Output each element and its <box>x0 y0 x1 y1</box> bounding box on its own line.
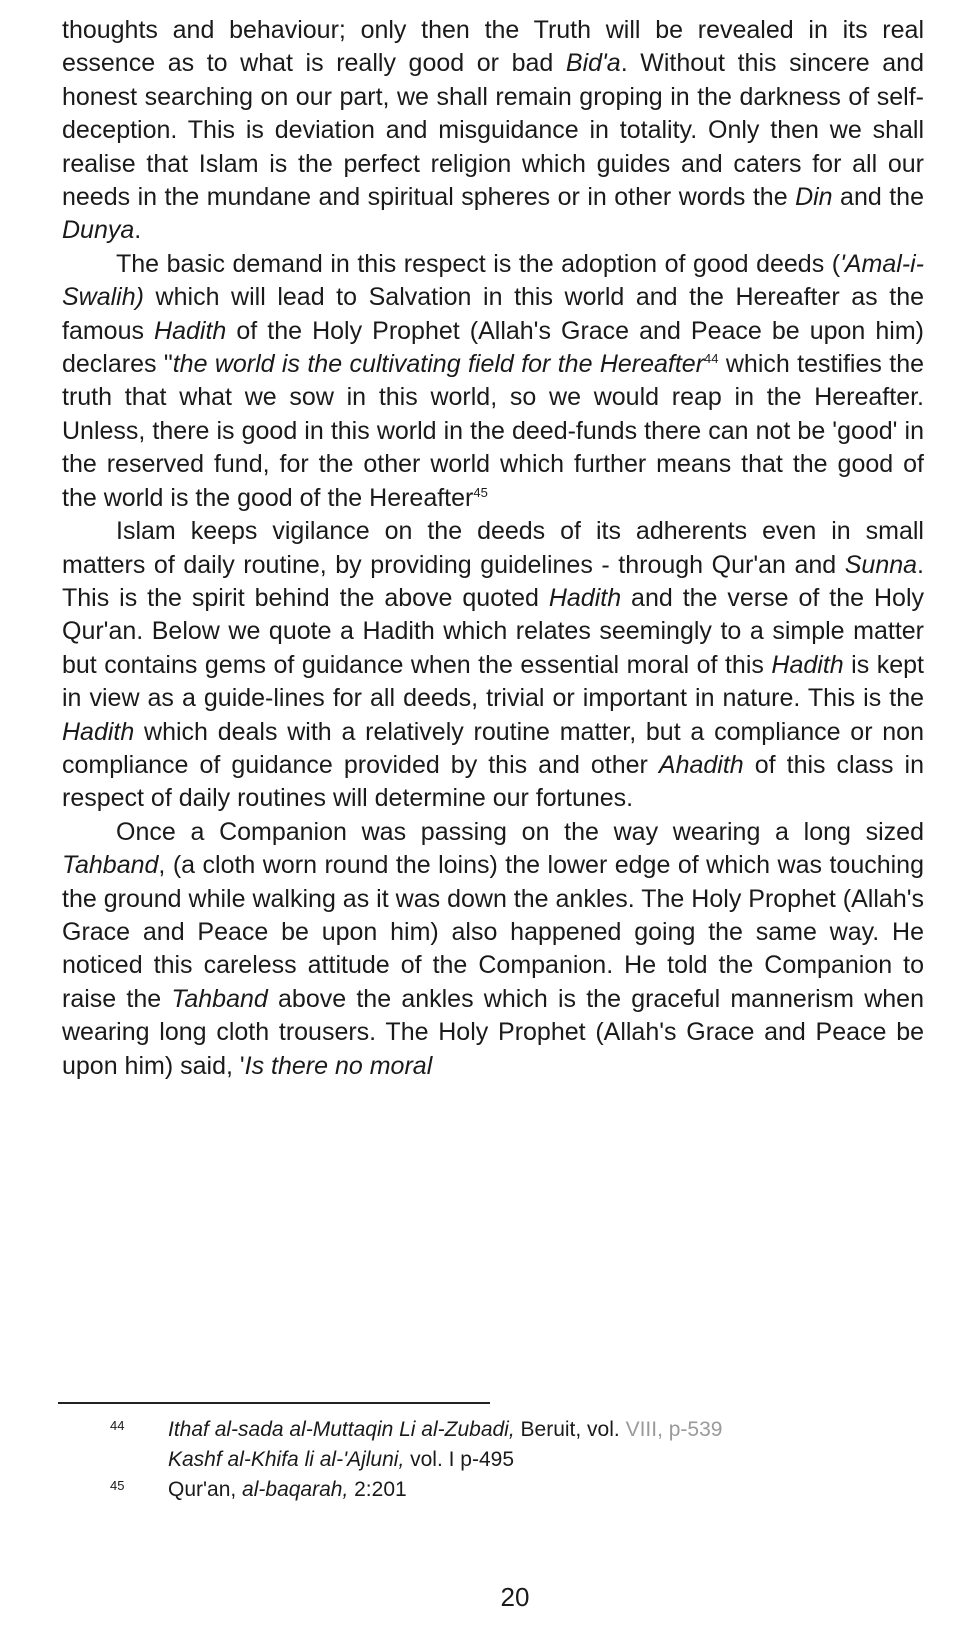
footnote-number: 45 <box>110 1478 125 1493</box>
citation-detail: vol. I p-495 <box>404 1448 515 1471</box>
italic-quote: Is there no moral <box>244 1051 433 1080</box>
text-run: is kept in view as a guide-lines for all deeds, trivial or important in nature. This is the <box>62 650 925 713</box>
paragraph-1 <box>62 14 924 248</box>
citation-detail: 2:201 <box>348 1478 407 1501</box>
paragraph-3 <box>62 515 924 816</box>
text-run: of the Holy Prophet (Allah's Grace and Peace be upon him) declares " <box>62 316 924 379</box>
citation-title: al-baqarah, <box>242 1478 349 1501</box>
italic-term: Din <box>795 183 833 212</box>
text-run: . Without this sincere and honest searching on our part, we shall remain groping in the darkness of self-deception. This is deviation and misguidance in totality. Only then we shall realise that Islam is the perfect religion which guides and caters for all our needs in the mundane and spiritual spheres or in other words the <box>62 49 924 212</box>
footnote-ref-45: 45 <box>473 484 488 500</box>
footnote-number: 44 <box>110 1418 125 1433</box>
footnote-44 <box>110 1415 930 1475</box>
citation-title: Kashf al-Khifa li al-'Ajluni, <box>168 1448 405 1471</box>
italic-term: Hadith <box>154 316 227 345</box>
text-run: which will lead to Salvation in this world and the Hereafter as the famous <box>62 283 924 345</box>
citation-title: Ithaf al-sada al-Muttaqin Li al-Zubadi, <box>168 1418 515 1441</box>
citation-detail: Beruit, vol. <box>514 1418 626 1441</box>
text-run: Islam keeps vigilance on the deeds of its adherents even in small matters of daily routine, by providing guidelines - through Qur'an and <box>62 517 924 579</box>
italic-term: Hadith <box>548 583 622 612</box>
text-run: of this class in respect of daily routines will determine our fortunes. <box>62 750 925 813</box>
italic-term: Sunna <box>844 550 918 579</box>
footnote-text <box>168 1475 407 1505</box>
footnote-divider <box>58 1402 490 1404</box>
footnotes <box>110 1415 930 1505</box>
text-run: and the verse of the Holy Qur'an. Below we quote a Hadith which relates seemingly to a simple matter but contains gems of guidance when the essential moral of this <box>62 583 925 679</box>
text-run: . <box>134 216 142 245</box>
footnote-ref-44: 44 <box>704 351 719 367</box>
text-run: The basic demand in this respect is the adoption of good deeds ( <box>116 249 841 278</box>
text-run: which deals with a relatively routine matter, but a compliance or non compliance of guidance provided by this and other <box>62 717 924 779</box>
text-run: . This is the spirit behind the above quoted <box>62 550 924 612</box>
text-run: which testifies the truth that what we sow in this world, so we would reap in the Hereafter. Unless, there is good in this world in the deed-funds there can not be 'good' in the reserved fund, for the other world which further means that the good of the world is the good of the Hereafter <box>62 350 924 512</box>
page-number: 20 <box>500 1582 530 1612</box>
italic-term: Dunya <box>62 216 135 245</box>
page-body <box>62 14 924 1083</box>
citation-detail: Qur'an, <box>168 1478 243 1501</box>
italic-term: Bid'a <box>565 49 621 78</box>
footnote-text <box>168 1415 722 1475</box>
italic-term: Tahband <box>62 851 159 880</box>
italic-term: 'Amal-i-Swalih) <box>62 249 924 312</box>
text-run: and the <box>832 183 924 212</box>
text-run: Once a Companion was passing on the way wearing a long sized <box>116 817 924 846</box>
italic-term: Hadith <box>771 650 844 679</box>
italic-term: Ahadith <box>658 750 744 779</box>
italic-term: Hadith <box>62 717 135 746</box>
citation-faded: VIII, p-539 <box>625 1418 723 1441</box>
paragraph-2 <box>62 248 924 515</box>
paragraph-4 <box>62 816 924 1083</box>
text-run: above the ankles which is the graceful mannerism when wearing long cloth trousers. The Holy Prophet (Allah's Grace and Peace be upon him) said, ' <box>62 984 924 1080</box>
italic-term: Tahband <box>171 984 268 1013</box>
text-run: thoughts and behaviour; only then the Truth will be revealed in its real essence as to what is really good or bad <box>62 16 924 78</box>
footnote-45 <box>110 1475 930 1505</box>
italic-quote: the world is the cultivating field for the Hereafter <box>172 350 705 379</box>
text-run: , (a cloth worn round the loins) the lower edge of which was touching the ground while walking as it was down the ankles. The Holy Prophet (Allah's Grace and Peace be upon him) also happened going the same way. He noticed this careless attitude of the Companion. He told the Companion to raise the <box>62 851 924 1013</box>
